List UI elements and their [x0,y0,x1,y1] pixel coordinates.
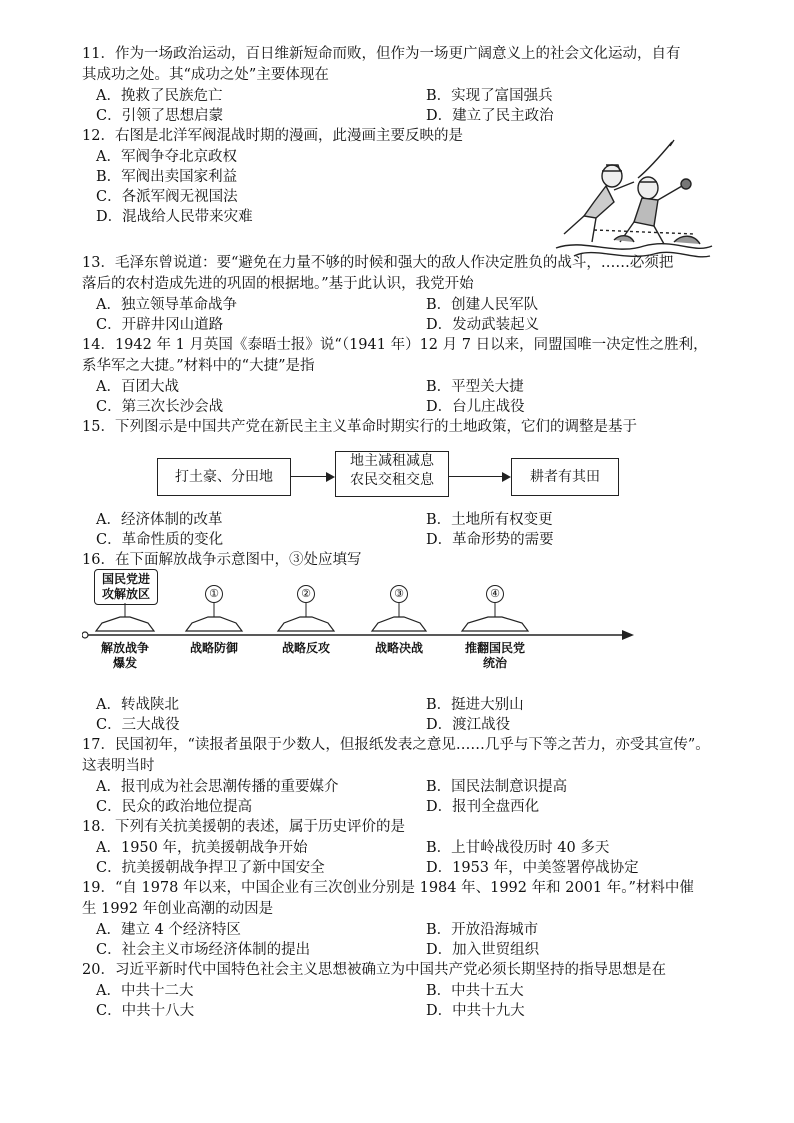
arrow-right-icon [449,476,509,477]
option-a[interactable]: A．报刊成为社会思潮传播的重要媒介 [96,779,339,795]
question-17 [82,735,722,817]
question-14-options [82,377,722,417]
liberation-war-timeline [82,573,722,693]
timeline-start-box [94,569,158,605]
timeline-label-decisive: 战略决战 [374,641,423,655]
timeline-marker-4: ④ [486,585,504,603]
option-d[interactable]: D．发动武装起义 [426,317,540,333]
option-d[interactable]: D．建立了民主政治 [426,108,554,124]
option-d[interactable]: D．中共十九大 [426,1003,525,1019]
option-b[interactable]: B．开放沿海城市 [426,922,539,938]
flow-box-2 [335,451,449,497]
question-11-stem-line2: 其成功之处。其“成功之处”主要体现在 [82,67,329,83]
question-14-stem-line2: 系华军之大捷。”材料中的“大捷”是指 [82,358,315,374]
timeline-start-line2: 攻解放区 [101,587,150,601]
timeline-marker-1: ① [205,585,223,603]
option-d[interactable]: D．台儿庄战役 [426,399,525,415]
question-17-stem-line1: 17．民国初年，“读报者虽限于少数人，但报纸发表之意见……几乎与下等之苦力，亦受其宣传”。 [82,737,710,753]
question-20-stem: 20．习近平新时代中国特色社会主义思想被确立为中国共产党必须长期坚持的指导思想是在 [82,962,666,978]
exam-page [82,44,722,1021]
flow-box-2-line1: 地主减租减息 [350,453,434,469]
timeline-start-line1: 国民党进 [101,572,150,586]
question-12-stem: 12．右图是北洋军阀混战时期的漫画，此漫画主要反映的是 [82,128,463,144]
question-20 [82,960,722,1021]
timeline-label-outbreak-line2: 爆发 [112,656,137,670]
option-c[interactable]: C．民众的政治地位提高 [96,799,253,815]
option-c[interactable]: C．抗美援朝战争捍卫了新中国安全 [96,860,325,876]
timeline-label-overthrow [454,641,536,671]
option-b[interactable]: B．军阀出卖国家利益 [96,169,238,185]
option-a[interactable]: A．独立领导革命战争 [96,297,237,313]
option-d[interactable]: D．1953 年，中美签署停战协定 [426,860,639,876]
timeline-label-overthrow-line2: 统治 [482,656,507,670]
option-c[interactable]: C．第三次长沙会战 [96,399,224,415]
question-13-options [82,295,722,335]
option-c[interactable]: C．各派军阀无视国法 [96,189,238,205]
option-b[interactable]: B．挺进大别山 [426,697,524,713]
timeline-label-defense: 战略防御 [189,641,238,655]
option-d[interactable]: D．混战给人民带来灾难 [96,209,253,225]
question-11-options [82,86,722,126]
question-17-stem-line2: 这表明当时 [82,758,155,774]
flow-box-2-line2: 农民交租交息 [350,472,434,488]
option-a[interactable]: A．经济体制的改革 [96,512,223,528]
option-b[interactable]: B．创建人民军队 [426,297,539,313]
land-policy-flow-diagram [82,444,722,506]
question-16 [82,550,722,735]
question-18 [82,817,722,878]
timeline-label-outbreak [90,641,160,671]
question-15-options [82,510,722,550]
timeline-label-overthrow-line1: 推翻国民党 [464,641,525,655]
option-c[interactable]: C．三大战役 [96,717,180,733]
option-b[interactable]: B．实现了富国强兵 [426,88,553,104]
question-19-stem-line1: 19．“自 1978 年以来，中国企业有三次创业分别是 1984 年、1992 年和 2001 年。”材料中催 [82,880,694,896]
option-c[interactable]: C．革命性质的变化 [96,532,224,548]
question-19-options [82,920,722,960]
option-c[interactable]: C．引领了思想启蒙 [96,108,224,124]
timeline-marker-3: ③ [390,585,408,603]
question-13-stem-line2: 落后的农村造成先进的巩固的根据地。”基于此认识，我党开始 [82,276,474,292]
option-d[interactable]: D．革命形势的需要 [426,532,554,548]
option-d[interactable]: D．加入世贸组织 [426,942,540,958]
option-d[interactable]: D．报刊全盘西化 [426,799,540,815]
option-a[interactable]: A．中共十二大 [96,983,194,999]
option-d[interactable]: D．渡江战役 [426,717,511,733]
timeline-marker-2: ② [297,585,315,603]
option-c[interactable]: C．中共十八大 [96,1003,195,1019]
question-17-options [82,777,722,817]
option-b[interactable]: B．上甘岭战役历时 40 多天 [426,840,610,856]
option-a[interactable]: A．百团大战 [96,379,179,395]
option-a[interactable]: A．转战陕北 [96,697,179,713]
flow-box-3: 耕者有其田 [511,458,619,496]
question-19-stem-line2: 生 1992 年创业高潮的动因是 [82,901,274,917]
question-20-options [82,981,722,1021]
question-19 [82,878,722,960]
question-15-stem: 15．下列图示是中国共产党在新民主主义革命时期实行的土地政策，它们的调整是基于 [82,419,637,435]
question-16-stem: 16．在下面解放战争示意图中，③处应填写 [82,552,362,568]
question-11 [82,44,722,126]
option-b[interactable]: B．中共十五大 [426,983,524,999]
question-15 [82,417,722,550]
question-13-stem-line1: 13．毛泽东曾说道：要“避免在力量不够的时候和强大的敌人作决定胜负的战斗，……必须把 [82,255,674,271]
option-b[interactable]: B．国民法制意识提高 [426,779,568,795]
question-18-options [82,838,722,878]
flow-box-1: 打土豪、分田地 [157,458,291,496]
option-a[interactable]: A．建立 4 个经济特区 [96,922,241,938]
option-a[interactable]: A．军阀争夺北京政权 [96,149,237,165]
question-11-stem-line1: 11．作为一场政治运动，百日维新短命而败，但作为一场更广阔意义上的社会文化运动，自有 [82,46,681,62]
question-18-stem: 18．下列有关抗美援朝的表述，属于历史评价的是 [82,819,405,835]
option-a[interactable]: A．1950 年，抗美援朝战争开始 [96,840,308,856]
warlord-cartoon-icon [554,138,714,266]
question-16-options [82,695,722,735]
question-14 [82,335,722,417]
question-14-stem-line1: 14．1942 年 1 月英国《泰晤士报》说“（1941 年）12 月 7 日以来，同盟国唯一决定性之胜利， [82,337,708,353]
option-c[interactable]: C．开辟井冈山道路 [96,317,224,333]
timeline-label-counteroffensive: 战略反攻 [281,641,330,655]
option-a[interactable]: A．挽救了民族危亡 [96,88,223,104]
timeline-label-outbreak-line1: 解放战争 [100,641,149,655]
option-b[interactable]: B．平型关大捷 [426,379,524,395]
option-c[interactable]: C．社会主义市场经济体制的提出 [96,942,311,958]
option-b[interactable]: B．土地所有权变更 [426,512,553,528]
timeline-axis-graphic [82,573,642,693]
arrow-right-icon [291,476,333,477]
